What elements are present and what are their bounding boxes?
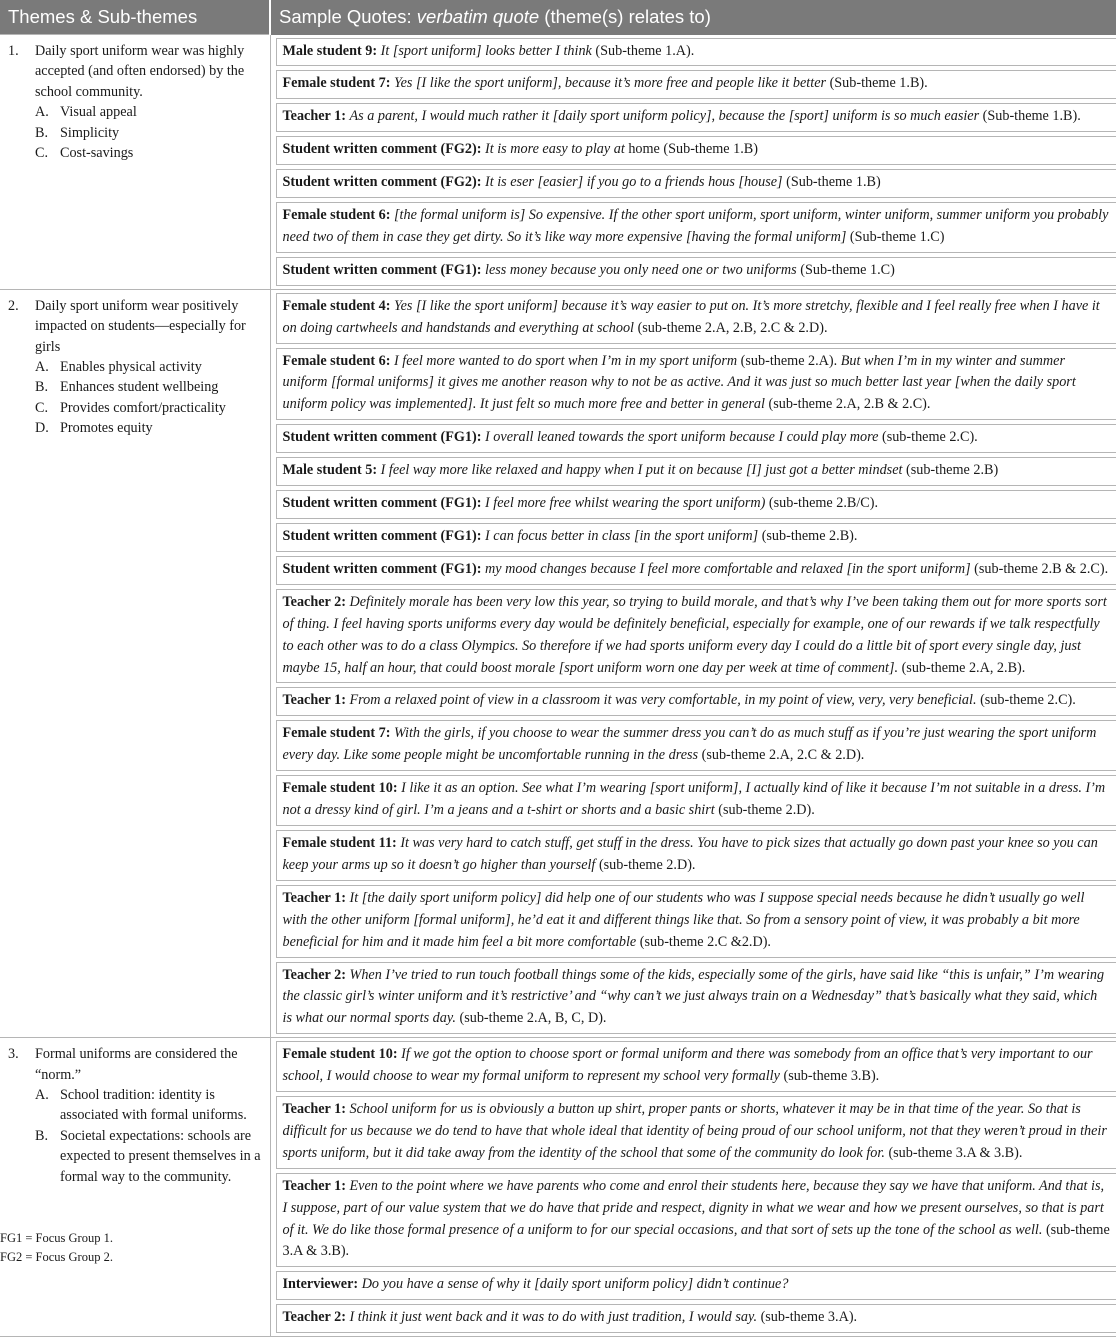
quote-ref: (Sub-theme 1.B). (830, 75, 928, 91)
quote-ref: (sub-theme 2.D). (718, 802, 815, 818)
sub-theme-3a (8, 1085, 264, 1126)
sub-theme-letter: C. (35, 143, 60, 163)
quote-text: As a parent, I would much rather it [daily sport uniform policy], because the [sport] uniform is so much easier (350, 108, 980, 124)
sub-theme-3b (8, 1126, 264, 1187)
quote-speaker: Student written comment (FG1): (283, 528, 482, 544)
header-quotes-pre: Sample Quotes: (279, 6, 417, 27)
quote-text: [the formal uniform is] So expensive. If the other sport uniform, sport uniform, winter uniform, summer uniform you probably need two of them in case they get dirty. So it’s like way more expensive [having the formal uniform] (283, 207, 1109, 245)
quote-speaker: Female student 10: (283, 1046, 398, 1062)
quote-box (276, 490, 1116, 519)
quote-text: Yes [I like the sport uniform] because it’s way easier to put on. It’s more stretchy, flexible and I feel really free when I have it on doing cartwheels and handstands and everything at school (283, 298, 1100, 336)
quote-speaker: Female student 4: (283, 298, 391, 314)
quote-speaker: Student written comment (FG1): (283, 495, 482, 511)
quote-box (276, 1041, 1116, 1092)
quote-ref-continued: (sub-theme 2.A, 2.B & 2.C). (768, 396, 930, 412)
quote-speaker: Student written comment (FG2): (283, 141, 482, 157)
sub-theme-1a (8, 102, 264, 122)
quote-box (276, 1096, 1116, 1169)
quote-ref: (sub-theme 2.B/C). (769, 495, 878, 511)
footnote-fg1: FG1 = Focus Group 1. (0, 1229, 113, 1248)
table-footnotes (0, 1229, 113, 1267)
sub-theme-letter: A. (35, 102, 60, 122)
quote-box (276, 257, 1116, 286)
quote-box (276, 169, 1116, 198)
quote-ref: (Sub-theme 1.A). (595, 43, 694, 59)
quote-text: School uniform for us is obviously a button up shirt, proper pants or shorts, whatever it may be in that time of the year. So that is difficult for us because we do tend to have that whole ideal that identity of being proud of our school uniform, not that they weren’t proud in their sports uniform, but it did take away from the identity of the school that some of the community do look for. (283, 1101, 1107, 1161)
quote-text: I think it just went back and it was to do with just tradition, I would say. (350, 1309, 758, 1325)
sub-theme-letter: A. (35, 357, 60, 377)
sub-theme-letter: B. (35, 377, 60, 397)
sub-theme-text: School tradition: identity is associated with formal uniforms. (60, 1085, 264, 1126)
quote-ref: (Sub-theme 1.C) (850, 229, 945, 245)
quote-ref: (Sub-theme 1.B) (786, 174, 881, 190)
quote-ref: (sub-theme 2.A, 2.C & 2.D). (702, 747, 865, 763)
quote-box (276, 457, 1116, 486)
quote-text: When I’ve tried to run touch football things some of the kids, especially some of the girls, have said like “this is unfair,” I’m wearing the classic girl’s winter uniform and it’s restrictive’ and “why can’t we just always train on a Wednesday” that’s basically what they said, which is what our normal sports day. (283, 967, 1105, 1027)
sub-theme-letter: A. (35, 1085, 60, 1126)
sub-theme-letter: C. (35, 398, 60, 418)
quote-box (276, 136, 1116, 165)
quote-speaker: Teacher 1: (283, 692, 346, 708)
quote-text: It is eser [easier] if you go to a friends hous [house] (485, 174, 783, 190)
quote-speaker: Female student 7: (283, 725, 391, 741)
quote-speaker: Teacher 2: (283, 967, 346, 983)
theme-row-2 (0, 289, 1116, 1037)
sub-theme-1c (8, 143, 264, 163)
quote-text: I can focus better in class [in the sport uniform] (485, 528, 758, 544)
quote-box (276, 687, 1116, 716)
quote-speaker: Female student 11: (283, 835, 397, 851)
quote-text: Even to the point where we have parents who come and enrol their students here, because they say we have that uniform. And that is, I suppose, part of our value system that we do have that pride and respect, dignity in what we wear and how we present ourselves, so that is part of it. We do like those formal presence of a uniform to for our special occasions, and that sort of sets up the tone of the school as well. (283, 1178, 1105, 1238)
theme-row-1 (0, 35, 1116, 290)
quote-speaker: Student written comment (FG1): (283, 262, 482, 278)
quote-box (276, 103, 1116, 132)
quote-speaker: Teacher 2: (283, 1309, 346, 1325)
quote-ref: (sub-theme 2.B). (762, 528, 858, 544)
quotes-cell-2 (270, 289, 1116, 1037)
quote-box (276, 293, 1116, 344)
quote-speaker: Teacher 1: (283, 1101, 346, 1117)
quote-box (276, 556, 1116, 585)
quote-speaker: Teacher 1: (283, 1178, 346, 1194)
theme-row-3 (0, 1038, 1116, 1337)
quote-speaker: Male student 5: (283, 462, 378, 478)
quote-box (276, 38, 1116, 67)
quote-speaker: Student written comment (FG1): (283, 429, 482, 445)
theme-cell-1 (0, 35, 270, 290)
quote-speaker: Male student 9: (283, 43, 378, 59)
theme-title-3 (8, 1044, 264, 1085)
quote-speaker: Female student 7: (283, 75, 391, 91)
quote-ref: (sub-theme 2.B) (906, 462, 998, 478)
quote-box (276, 1271, 1116, 1300)
quote-speaker: Interviewer: (283, 1276, 359, 1292)
quote-text: From a relaxed point of view in a classroom it was very comfortable, in my point of view, very, very beneficial. (350, 692, 977, 708)
quote-text-continued: But when I’m in my winter and summer uniform [formal uniforms] it gives me another reason why to not be as active. And it was just so much better last year [when the daily sport uniform policy was implemented]. It just felt so much more free and better in general (283, 353, 1076, 413)
sub-theme-text: Simplicity (60, 123, 264, 143)
quote-ref: (sub-theme 2.C). (980, 692, 1076, 708)
quote-speaker: Teacher 1: (283, 108, 346, 124)
theme-cell-3 (0, 1038, 270, 1337)
quote-speaker: Female student 10: (283, 780, 398, 796)
theme-number: 2. (8, 296, 30, 357)
quote-text: I feel more wanted to do sport when I’m in my sport uniform (394, 353, 737, 369)
sub-theme-text: Societal expectations: schools are expected to present themselves in a formal way to the community. (60, 1126, 264, 1187)
quote-box (276, 885, 1116, 958)
quote-speaker: Teacher 1: (283, 890, 346, 906)
quote-text: less money because you only need one or two uniforms (485, 262, 797, 278)
theme-title-text: Daily sport uniform wear was highly accepted (and often endorsed) by the school community. (30, 41, 264, 102)
quote-speaker: Student written comment (FG2): (283, 174, 482, 190)
theme-number: 3. (8, 1044, 30, 1085)
quotes-cell-3 (270, 1038, 1116, 1337)
quote-ref: (sub-theme 2.A, 2.B). (902, 660, 1026, 676)
quote-speaker: Student written comment (FG1): (283, 561, 482, 577)
quote-box (276, 720, 1116, 771)
quote-box (276, 775, 1116, 826)
theme-cell-2 (0, 289, 270, 1037)
quote-text: I overall leaned towards the sport uniform because I could play more (485, 429, 878, 445)
quote-box (276, 202, 1116, 253)
quote-ref: (sub-theme 2.A, 2.B, 2.C & 2.D). (638, 320, 828, 336)
quote-ref: (sub-theme 2.B & 2.C). (974, 561, 1108, 577)
header-quotes-post: (theme(s) relates to) (539, 6, 711, 27)
quote-ref: (sub-theme 2.A). (741, 353, 838, 369)
sub-theme-2a (8, 357, 264, 377)
quote-ref: (sub-theme 2.C &2.D). (640, 934, 771, 950)
quote-text: I feel more free whilst wearing the sport uniform) (485, 495, 765, 511)
quote-speaker: Teacher 2: (283, 594, 346, 610)
theme-title-text: Daily sport uniform wear positively impacted on students—especially for girls (30, 296, 264, 357)
sub-theme-text: Provides comfort/practicality (60, 398, 264, 418)
quote-ref: (Sub-theme 1.C) (800, 262, 895, 278)
sub-theme-2c (8, 398, 264, 418)
sub-theme-letter: D. (35, 418, 60, 438)
sub-theme-2d (8, 418, 264, 438)
theme-number: 1. (8, 41, 30, 102)
theme-title-1 (8, 41, 264, 102)
quote-text: Do you have a sense of why it [daily sport uniform policy] didn’t continue? (362, 1276, 789, 1292)
quote-box (276, 523, 1116, 552)
quote-text: Definitely morale has been very low this year, so trying to build morale, and that’s why I’ve been taking them out for more sports sort of thing. I feel having sports uniforms every day would be definitely beneficial, especially for example, one of our rewards if we talk respectfully to each other was to do a class Olympics. So therefore if we had sports uniform every day I could do a little bit of sport every single day, just maybe 15, half an hour, that could boost morale [sport uniform worn one day per week at time of comment]. (283, 594, 1107, 676)
sub-theme-2b (8, 377, 264, 397)
quote-speaker: Female student 6: (283, 353, 391, 369)
quote-text: my mood changes because I feel more comfortable and relaxed [in the sport uniform] (485, 561, 971, 577)
header-quotes (270, 0, 1116, 35)
quote-text: It is more easy to play at (485, 141, 625, 157)
quote-ref: (sub-theme 2.A, B, C, D). (459, 1010, 606, 1026)
theme-title-text: Formal uniforms are considered the “norm.” (30, 1044, 264, 1085)
quote-box (276, 348, 1116, 421)
quote-box (276, 1304, 1116, 1333)
quote-ref: (sub-theme 3.B). (783, 1068, 879, 1084)
quote-box (276, 589, 1116, 684)
quote-speaker: Female student 6: (283, 207, 391, 223)
sub-theme-letter: B. (35, 1126, 60, 1187)
sub-theme-text: Enhances student wellbeing (60, 377, 264, 397)
quote-text: With the girls, if you choose to wear the summer dress you can’t do as much stuff as if you’re just wearing the sport uniform every day. Like some people might be uncomfortable running in the dress (283, 725, 1097, 763)
quote-ref: (sub-theme 3.A). (761, 1309, 858, 1325)
quote-ref: (Sub-theme 1.B). (983, 108, 1081, 124)
quote-text: If we got the option to choose sport or formal uniform and there was somebody from an office that’s very important to our school, I would choose to wear my formal uniform to represent my school very formally (283, 1046, 1093, 1084)
sub-theme-text: Enables physical activity (60, 357, 264, 377)
quotes-cell-1 (270, 35, 1116, 290)
quote-text: Yes [I like the sport uniform], because it’s more free and people like it better (394, 75, 826, 91)
quote-text: I like it as an option. See what I’m wearing [sport uniform], I actually kind of like it because I’m not suitable in a dress. I’m not a dressy kind of girl. I’m a jeans and a t-shirt or shorts and a basic shirt (283, 780, 1106, 818)
quote-text: It [the daily sport uniform policy] did help one of our students who was I suppose special needs because he didn’t usually go well with the other uniform [formal uniform], he’d eat it and different things like that. So from a sensory point of view, it was probably a bit more beneficial for him and it made him feel a bit more comfortable (283, 890, 1085, 950)
theme-title-2 (8, 296, 264, 357)
sub-theme-text: Visual appeal (60, 102, 264, 122)
quote-box (276, 830, 1116, 881)
sub-theme-1b (8, 123, 264, 143)
sub-theme-text: Cost-savings (60, 143, 264, 163)
header-themes: Themes & Sub-themes (0, 0, 270, 35)
quote-box (276, 70, 1116, 99)
sub-theme-text: Promotes equity (60, 418, 264, 438)
quote-ref: (sub-theme 2.C). (882, 429, 978, 445)
quote-ref: (sub-theme 3.A & 3.B). (283, 1222, 1110, 1260)
header-quotes-em: verbatim quote (417, 6, 539, 27)
footnote-fg2: FG2 = Focus Group 2. (0, 1248, 113, 1267)
quote-box (276, 424, 1116, 453)
quote-box (276, 962, 1116, 1035)
quote-text: I feel way more like relaxed and happy when I put it on because [I] just got a better mindset (381, 462, 903, 478)
quote-ref: (sub-theme 2.D). (599, 857, 696, 873)
quote-ref: home (Sub-theme 1.B) (628, 141, 758, 157)
sub-theme-letter: B. (35, 123, 60, 143)
quote-box (276, 1173, 1116, 1268)
quote-text: It was very hard to catch stuff, get stuff in the dress. You have to pick sizes that actually go down past your knee so you can keep your arms up so it doesn’t go higher than yourself (283, 835, 1098, 873)
quote-text: It [sport uniform] looks better I think (381, 43, 592, 59)
quote-ref: (sub-theme 3.A & 3.B). (888, 1145, 1022, 1161)
header-row (0, 0, 1116, 35)
